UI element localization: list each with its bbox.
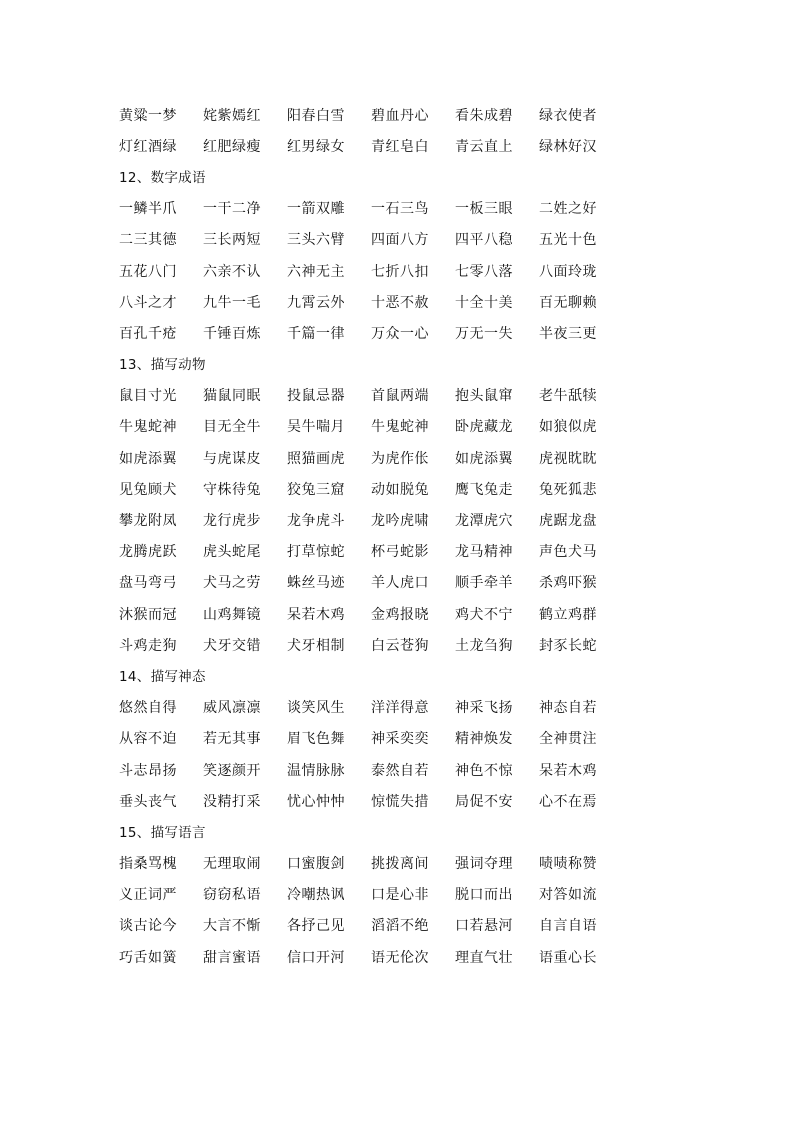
- idiom-cell: 理直气壮: [455, 949, 513, 966]
- idiom-cell: 二姓之好: [539, 201, 597, 218]
- idiom-cell: 从容不迫: [119, 731, 177, 748]
- idiom-cell: 鼠目寸光: [119, 388, 177, 405]
- idiom-cell: 谈笑风生: [287, 700, 345, 717]
- idiom-cell: 杯弓蛇影: [371, 544, 429, 561]
- idiom-cell: 忧心忡忡: [287, 793, 345, 810]
- idiom-cell: 鹤立鸡群: [539, 606, 597, 623]
- idiom-cell: 神采奕奕: [371, 731, 429, 748]
- idiom-cell: 青红皂白: [371, 138, 429, 155]
- idiom-cell: 神色不惊: [455, 762, 513, 779]
- idiom-cell: 心不在焉: [539, 793, 597, 810]
- idiom-cell: 红男绿女: [287, 138, 345, 155]
- idiom-cell: 一石三鸟: [371, 201, 429, 218]
- idiom-cell: 白云苍狗: [371, 637, 429, 654]
- idiom-cell: 脱口而出: [455, 887, 513, 904]
- idiom-cell: 碧血丹心: [371, 107, 429, 124]
- idiom-cell: 狡兔三窟: [287, 481, 345, 498]
- idiom-row: [119, 443, 679, 474]
- idiom-cell: 红肥绿瘦: [203, 138, 261, 155]
- idiom-cell: 牛鬼蛇神: [371, 419, 429, 436]
- idiom-cell: 一鳞半爪: [119, 201, 177, 218]
- idiom-row: [119, 942, 679, 973]
- idiom-cell: 甜言蜜语: [203, 949, 261, 966]
- idiom-cell: 顺手牵羊: [455, 575, 513, 592]
- section-heading: 15、描写语言: [119, 824, 206, 841]
- idiom-cell: 牛鬼蛇神: [119, 419, 177, 436]
- idiom-cell: 义正词严: [119, 887, 177, 904]
- idiom-cell: 见兔顾犬: [119, 481, 177, 498]
- idiom-cell: 各抒己见: [287, 918, 345, 935]
- idiom-cell: 龙马精神: [455, 544, 513, 561]
- idiom-cell: 四面八方: [371, 232, 429, 249]
- idiom-row: [119, 693, 679, 724]
- idiom-row: [119, 287, 679, 318]
- idiom-cell: 九牛一毛: [203, 294, 261, 311]
- idiom-cell: 龙腾虎跃: [119, 544, 177, 561]
- idiom-cell: 八面玲珑: [539, 263, 597, 280]
- idiom-cell: 自言自语: [539, 918, 597, 935]
- idiom-cell: 千锤百炼: [203, 325, 261, 342]
- idiom-cell: 投鼠忌器: [287, 388, 345, 405]
- idiom-row: [119, 786, 679, 817]
- idiom-cell: 山鸡舞镜: [203, 606, 261, 623]
- idiom-cell: 九霄云外: [287, 294, 345, 311]
- idiom-cell: 威风凛凛: [203, 700, 261, 717]
- idiom-cell: 攀龙附凤: [119, 513, 177, 530]
- idiom-cell: 四平八稳: [455, 232, 513, 249]
- idiom-cell: 呆若木鸡: [539, 762, 597, 779]
- idiom-cell: 兔死狐悲: [539, 481, 597, 498]
- idiom-cell: 盘马弯弓: [119, 575, 177, 592]
- idiom-row: [119, 505, 679, 536]
- idiom-cell: 犬马之劳: [203, 575, 261, 592]
- idiom-cell: 鸡犬不宁: [455, 606, 513, 623]
- idiom-row: [119, 225, 679, 256]
- idiom-cell: 语重心长: [539, 949, 597, 966]
- idiom-cell: 温情脉脉: [287, 762, 345, 779]
- idiom-row: [119, 599, 679, 630]
- idiom-cell: 百无聊赖: [539, 294, 597, 311]
- idiom-cell: 悠然自得: [119, 700, 177, 717]
- idiom-cell: 猫鼠同眠: [203, 388, 261, 405]
- idiom-cell: 黄粱一梦: [119, 107, 177, 124]
- idiom-cell: 三头六臂: [287, 232, 345, 249]
- idiom-cell: 老牛舐犊: [539, 388, 597, 405]
- idiom-cell: 无理取闹: [203, 856, 261, 873]
- idiom-cell: 挑拨离间: [371, 856, 429, 873]
- idiom-cell: 杀鸡吓猴: [539, 575, 597, 592]
- idiom-cell: 巧舌如簧: [119, 949, 177, 966]
- idiom-cell: 十恶不赦: [371, 294, 429, 311]
- idiom-row: [119, 849, 679, 880]
- idiom-cell: 动如脱兔: [371, 481, 429, 498]
- idiom-cell: 谈古论今: [119, 918, 177, 935]
- idiom-row: [119, 194, 679, 225]
- idiom-row: [119, 568, 679, 599]
- idiom-cell: 虎踞龙盘: [539, 513, 597, 530]
- idiom-cell: 信口开河: [287, 949, 345, 966]
- idiom-cell: 若无其事: [203, 731, 261, 748]
- idiom-cell: 百孔千疮: [119, 325, 177, 342]
- idiom-cell: 一干二净: [203, 201, 261, 218]
- idiom-row: [119, 100, 679, 131]
- idiom-cell: 龙争虎斗: [287, 513, 345, 530]
- idiom-cell: 一箭双雕: [287, 201, 345, 218]
- section-heading: 14、描写神态: [119, 668, 206, 685]
- idiom-cell: 六亲不认: [203, 263, 261, 280]
- idiom-row: [119, 630, 679, 661]
- idiom-row: [119, 412, 679, 443]
- idiom-row: [119, 474, 679, 505]
- idiom-cell: 斗志昂扬: [119, 762, 177, 779]
- idiom-cell: 沐猴而冠: [119, 606, 177, 623]
- idiom-cell: 卧虎藏龙: [455, 419, 513, 436]
- idiom-cell: 五光十色: [539, 232, 597, 249]
- idiom-document: [119, 100, 679, 973]
- idiom-cell: 窃窃私语: [203, 887, 261, 904]
- idiom-cell: 七零八落: [455, 263, 513, 280]
- idiom-cell: 土龙刍狗: [455, 637, 513, 654]
- idiom-cell: 首鼠两端: [371, 388, 429, 405]
- idiom-cell: 龙潭虎穴: [455, 513, 513, 530]
- idiom-cell: 看朱成碧: [455, 107, 513, 124]
- idiom-cell: 五花八门: [119, 263, 177, 280]
- idiom-cell: 洋洋得意: [371, 700, 429, 717]
- idiom-cell: 如虎添翼: [119, 450, 177, 467]
- idiom-cell: 犬牙交错: [203, 637, 261, 654]
- idiom-row: [119, 131, 679, 162]
- idiom-row: [119, 880, 679, 911]
- idiom-cell: 姹紫嫣红: [203, 107, 261, 124]
- idiom-cell: 一板三眼: [455, 201, 513, 218]
- idiom-cell: 为虎作伥: [371, 450, 429, 467]
- idiom-cell: 滔滔不绝: [371, 918, 429, 935]
- idiom-cell: 指桑骂槐: [119, 856, 177, 873]
- idiom-cell: 抱头鼠窜: [455, 388, 513, 405]
- section-heading: 13、描写动物: [119, 357, 206, 374]
- idiom-cell: 犬牙相制: [287, 637, 345, 654]
- idiom-cell: 鹰飞兔走: [455, 481, 513, 498]
- idiom-cell: 蛛丝马迹: [287, 575, 345, 592]
- idiom-cell: 龙行虎步: [203, 513, 261, 530]
- idiom-cell: 口蜜腹剑: [287, 856, 345, 873]
- idiom-cell: 虎头蛇尾: [203, 544, 261, 561]
- idiom-cell: 口若悬河: [455, 918, 513, 935]
- idiom-row: [119, 537, 679, 568]
- idiom-cell: 守株待兔: [203, 481, 261, 498]
- idiom-row: [119, 381, 679, 412]
- idiom-cell: 垂头丧气: [119, 793, 177, 810]
- idiom-cell: 万众一心: [371, 325, 429, 342]
- idiom-cell: 千篇一律: [287, 325, 345, 342]
- idiom-cell: 冷嘲热讽: [287, 887, 345, 904]
- idiom-cell: 局促不安: [455, 793, 513, 810]
- idiom-cell: 二三其德: [119, 232, 177, 249]
- idiom-cell: 十全十美: [455, 294, 513, 311]
- idiom-cell: 龙吟虎啸: [371, 513, 429, 530]
- idiom-cell: 灯红酒绿: [119, 138, 177, 155]
- idiom-cell: 眉飞色舞: [287, 731, 345, 748]
- idiom-cell: 斗鸡走狗: [119, 637, 177, 654]
- idiom-cell: 阳春白雪: [287, 107, 345, 124]
- idiom-cell: 封豕长蛇: [539, 637, 597, 654]
- idiom-cell: 六神无主: [287, 263, 345, 280]
- idiom-cell: 羊人虎口: [371, 575, 429, 592]
- idiom-cell: 如虎添翼: [455, 450, 513, 467]
- idiom-cell: 惊慌失措: [371, 793, 429, 810]
- idiom-row: [119, 318, 679, 349]
- idiom-cell: 没精打采: [203, 793, 261, 810]
- idiom-cell: 大言不惭: [203, 918, 261, 935]
- idiom-cell: 绿衣使者: [539, 107, 597, 124]
- idiom-cell: 神采飞扬: [455, 700, 513, 717]
- idiom-cell: 吴牛喘月: [287, 419, 345, 436]
- idiom-cell: 青云直上: [455, 138, 513, 155]
- idiom-cell: 口是心非: [371, 887, 429, 904]
- idiom-cell: 全神贯注: [539, 731, 597, 748]
- idiom-cell: 照猫画虎: [287, 450, 345, 467]
- idiom-cell: 七折八扣: [371, 263, 429, 280]
- idiom-cell: 笑逐颜开: [203, 762, 261, 779]
- idiom-cell: 打草惊蛇: [287, 544, 345, 561]
- idiom-cell: 语无伦次: [371, 949, 429, 966]
- idiom-cell: 八斗之才: [119, 294, 177, 311]
- idiom-cell: 精神焕发: [455, 731, 513, 748]
- idiom-cell: 声色犬马: [539, 544, 597, 561]
- idiom-cell: 神态自若: [539, 700, 597, 717]
- idiom-cell: 如狼似虎: [539, 419, 597, 436]
- idiom-row: [119, 724, 679, 755]
- idiom-cell: 对答如流: [539, 887, 597, 904]
- idiom-cell: 绿林好汉: [539, 138, 597, 155]
- idiom-cell: 啧啧称赞: [539, 856, 597, 873]
- idiom-cell: 金鸡报晓: [371, 606, 429, 623]
- section-heading: 12、数字成语: [119, 169, 206, 186]
- idiom-cell: 万无一失: [455, 325, 513, 342]
- idiom-row: [119, 256, 679, 287]
- idiom-cell: 虎视眈眈: [539, 450, 597, 467]
- idiom-cell: 呆若木鸡: [287, 606, 345, 623]
- idiom-cell: 半夜三更: [539, 325, 597, 342]
- idiom-cell: 目无全牛: [203, 419, 261, 436]
- idiom-cell: 与虎谋皮: [203, 450, 261, 467]
- idiom-row: [119, 911, 679, 942]
- idiom-row: [119, 755, 679, 786]
- idiom-cell: 泰然自若: [371, 762, 429, 779]
- idiom-cell: 强词夺理: [455, 856, 513, 873]
- idiom-cell: 三长两短: [203, 232, 261, 249]
